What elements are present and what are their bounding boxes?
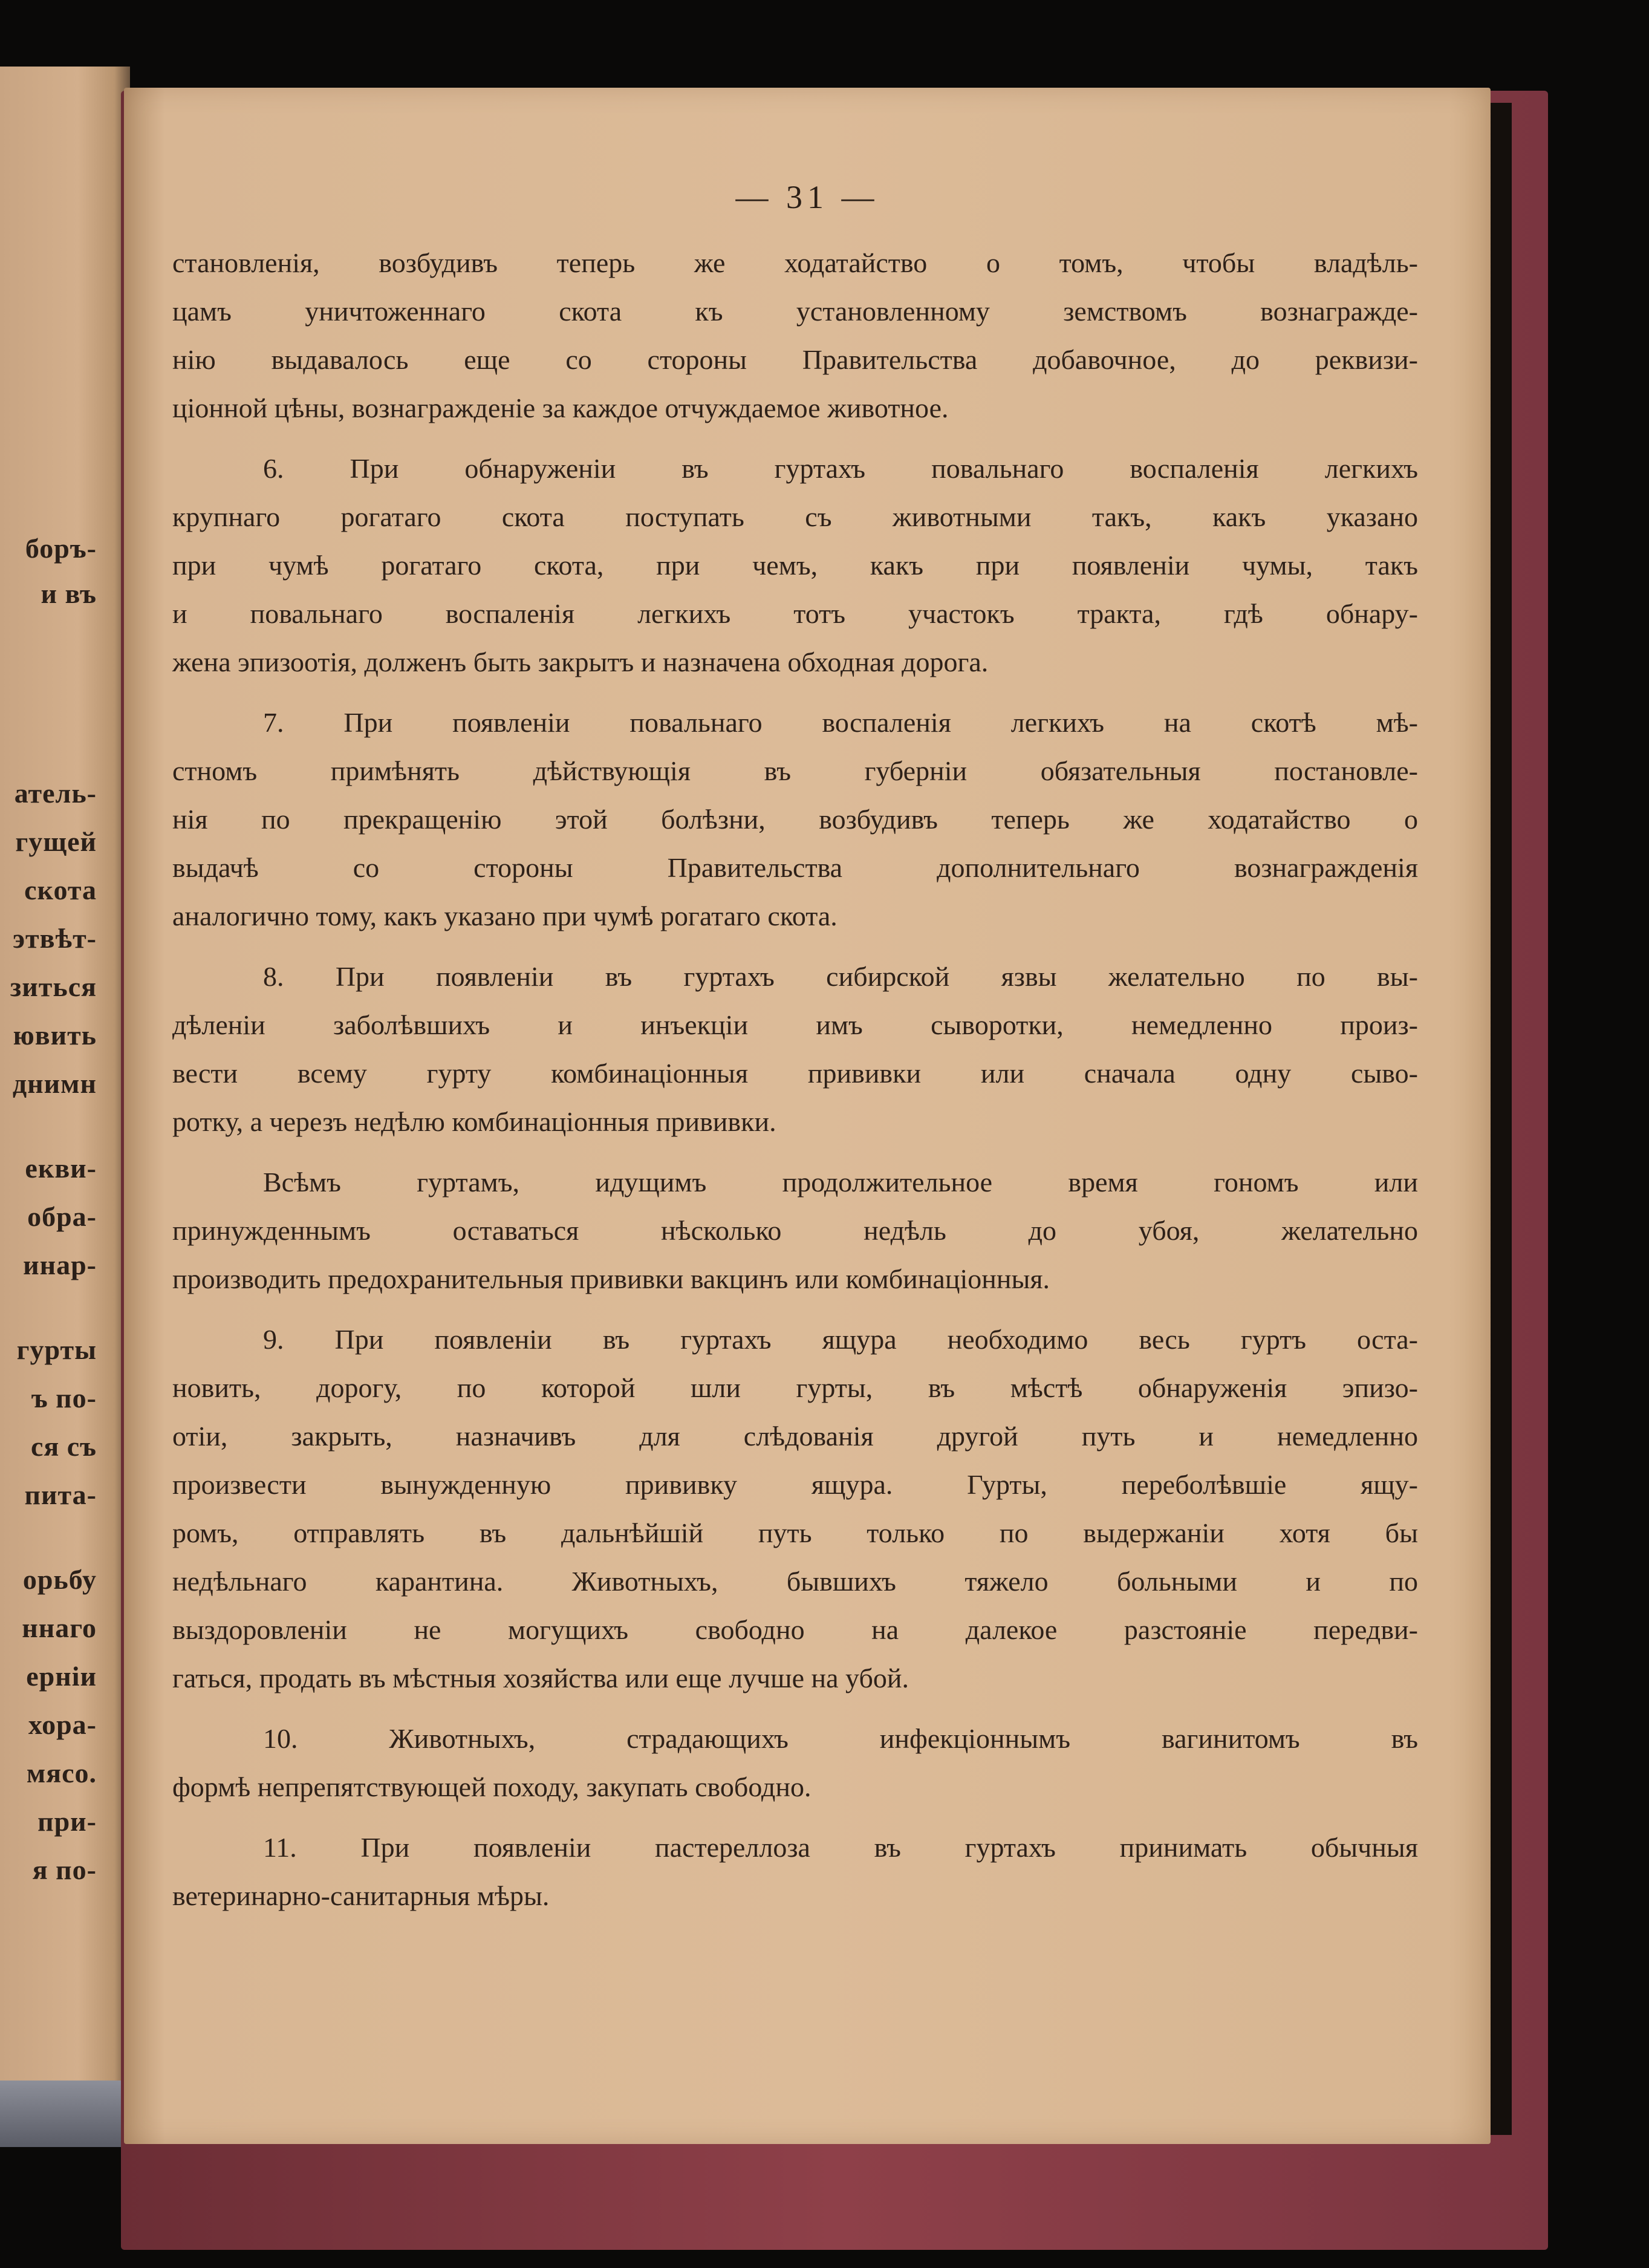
text-line: ветеринарно-санитарныя мѣры. bbox=[172, 1880, 550, 1911]
text-line: дѣленіи заболѣвшихъ и инъекціи имъ сыворотки, немедленно произ- bbox=[172, 1009, 1418, 1040]
paragraph bbox=[172, 445, 1418, 686]
paragraph bbox=[172, 239, 1418, 432]
text-line: принужденнымъ оставаться нѣсколько недѣль до убоя, желательно bbox=[172, 1215, 1418, 1246]
previous-page-fragment: я по- bbox=[32, 1854, 97, 1885]
text-line: становленія, возбудивъ теперь же ходатайство о томъ, чтобы владѣль- bbox=[172, 247, 1418, 278]
previous-page-fragment: днимн bbox=[12, 1068, 97, 1099]
text-line: 11. При появленіи пастереллоза въ гуртахъ принимать обычныя bbox=[263, 1832, 1418, 1863]
previous-page-fragment: ерніи bbox=[26, 1661, 97, 1692]
text-line: и повальнаго воспаленія легкихъ тотъ участокъ тракта, гдѣ обнару- bbox=[172, 598, 1418, 629]
paragraph bbox=[172, 1158, 1418, 1303]
text-line: формѣ непрепятствующей походу, закупать свободно. bbox=[172, 1771, 811, 1802]
previous-page-fragment: хора- bbox=[28, 1709, 97, 1740]
text-line: производить предохранительныя прививки вакцинъ или комбинаціонныя. bbox=[172, 1263, 1050, 1294]
paragraph bbox=[172, 1823, 1418, 1920]
previous-page-fragment: при- bbox=[37, 1806, 97, 1837]
text-line: при чумѣ рогатаго скота, при чемъ, какъ при появленіи чумы, такъ bbox=[172, 550, 1418, 581]
text-line: жена эпизоотія, долженъ быть закрытъ и назначена обходная дорога. bbox=[172, 647, 989, 677]
text-line: гаться, продать въ мѣстныя хозяйства или еще лучше на убой. bbox=[172, 1663, 909, 1693]
paragraph bbox=[172, 953, 1418, 1146]
previous-page-fragment: ъ по- bbox=[31, 1383, 97, 1413]
text-line: 6. При обнаруженіи въ гуртахъ повальнаго воспаленія легкихъ bbox=[263, 453, 1418, 484]
text-line: стномъ примѣнять дѣйствующія въ губерніи обязательныя постановле- bbox=[172, 755, 1418, 786]
previous-page-fragment: гурты bbox=[16, 1334, 97, 1365]
text-line: ромъ, отправлять въ дальнѣйшій путь только по выдержаніи хотя бы bbox=[172, 1517, 1418, 1548]
previous-page-fragment: мясо. bbox=[26, 1758, 97, 1788]
previous-page-edge bbox=[0, 67, 130, 2147]
binding-cloth bbox=[0, 2081, 130, 2147]
text-line: Всѣмъ гуртамъ, идущимъ продолжительное время гономъ или bbox=[263, 1167, 1418, 1198]
text-line: 9. При появленіи въ гуртахъ ящура необходимо весь гуртъ оста- bbox=[263, 1324, 1418, 1355]
previous-page-fragment: зиться bbox=[10, 971, 97, 1002]
text-line: нію выдавалось еще со стороны Правительства добавочное, до реквизи- bbox=[172, 344, 1418, 375]
paragraph bbox=[172, 699, 1418, 940]
previous-page-fragment: пита- bbox=[24, 1479, 97, 1510]
text-line: крупнаго рогатаго скота поступать съ животными такъ, какъ указано bbox=[172, 501, 1418, 532]
text-line: цамъ уничтоженнаго скота къ установленному земствомъ вознагражде- bbox=[172, 296, 1418, 327]
text-line: недѣльнаго карантина. Животныхъ, бывшихъ тяжело больными и по bbox=[172, 1566, 1418, 1597]
previous-page-fragment: атель- bbox=[14, 778, 97, 809]
text-line: ротку, а черезъ недѣлю комбинаціонныя прививки. bbox=[172, 1106, 776, 1137]
text-line: выдачѣ со стороны Правительства дополнительнаго вознагражденія bbox=[172, 852, 1418, 883]
text-line: 7. При появленіи повальнаго воспаленія легкихъ на скотѣ мѣ- bbox=[263, 707, 1418, 738]
text-line: вести всему гурту комбинаціонныя прививки или сначала одну сыво- bbox=[172, 1058, 1418, 1089]
text-line: произвести вынужденную прививку ящура. Гурты, переболѣвшіе ящу- bbox=[172, 1469, 1418, 1500]
previous-page-fragment: боръ- bbox=[25, 533, 97, 564]
previous-page-fragment: екви- bbox=[25, 1153, 97, 1184]
previous-page-fragment: и въ bbox=[41, 578, 97, 609]
text-line: выздоровленіи не могущихъ свободно на далекое разстояніе передви- bbox=[172, 1614, 1418, 1645]
page-body bbox=[172, 239, 1418, 1920]
previous-page-fragment: ся съ bbox=[30, 1431, 97, 1462]
paragraph bbox=[172, 1315, 1418, 1703]
text-line: 8. При появленіи въ гуртахъ сибирской язвы желательно по вы- bbox=[263, 961, 1418, 992]
text-line: ціонной цѣны, вознагражденіе за каждое отчуждаемое животное. bbox=[172, 393, 949, 423]
previous-page-fragment: ювить bbox=[13, 1020, 97, 1051]
previous-page-fragment: гущей bbox=[15, 826, 97, 857]
text-line: аналогично тому, какъ указано при чумѣ рогатаго скота. bbox=[172, 901, 838, 931]
previous-page-fragment: инар- bbox=[23, 1250, 97, 1280]
previous-page-fragment: обра- bbox=[27, 1201, 97, 1232]
previous-page-fragment: скота bbox=[24, 875, 97, 905]
previous-page-fragment: орьбу bbox=[22, 1564, 97, 1595]
previous-page-fragment: этвѣт- bbox=[13, 923, 97, 954]
text-line: новить, дорогу, по которой шли гурты, въ мѣстѣ обнаруженія эпизо- bbox=[172, 1372, 1418, 1403]
page-number: — 31 — bbox=[735, 179, 879, 215]
text-line: 10. Животныхъ, страдающихъ инфекціоннымъ вагинитомъ въ bbox=[263, 1723, 1418, 1754]
previous-page-fragment: ннаго bbox=[22, 1612, 97, 1643]
book-page bbox=[124, 88, 1491, 2144]
paragraph bbox=[172, 1715, 1418, 1811]
text-line: нія по прекращенію этой болѣзни, возбудивъ теперь же ходатайство о bbox=[172, 804, 1418, 835]
text-line: отіи, закрыть, назначивъ для слѣдованія другой путь и немедленно bbox=[172, 1421, 1418, 1452]
